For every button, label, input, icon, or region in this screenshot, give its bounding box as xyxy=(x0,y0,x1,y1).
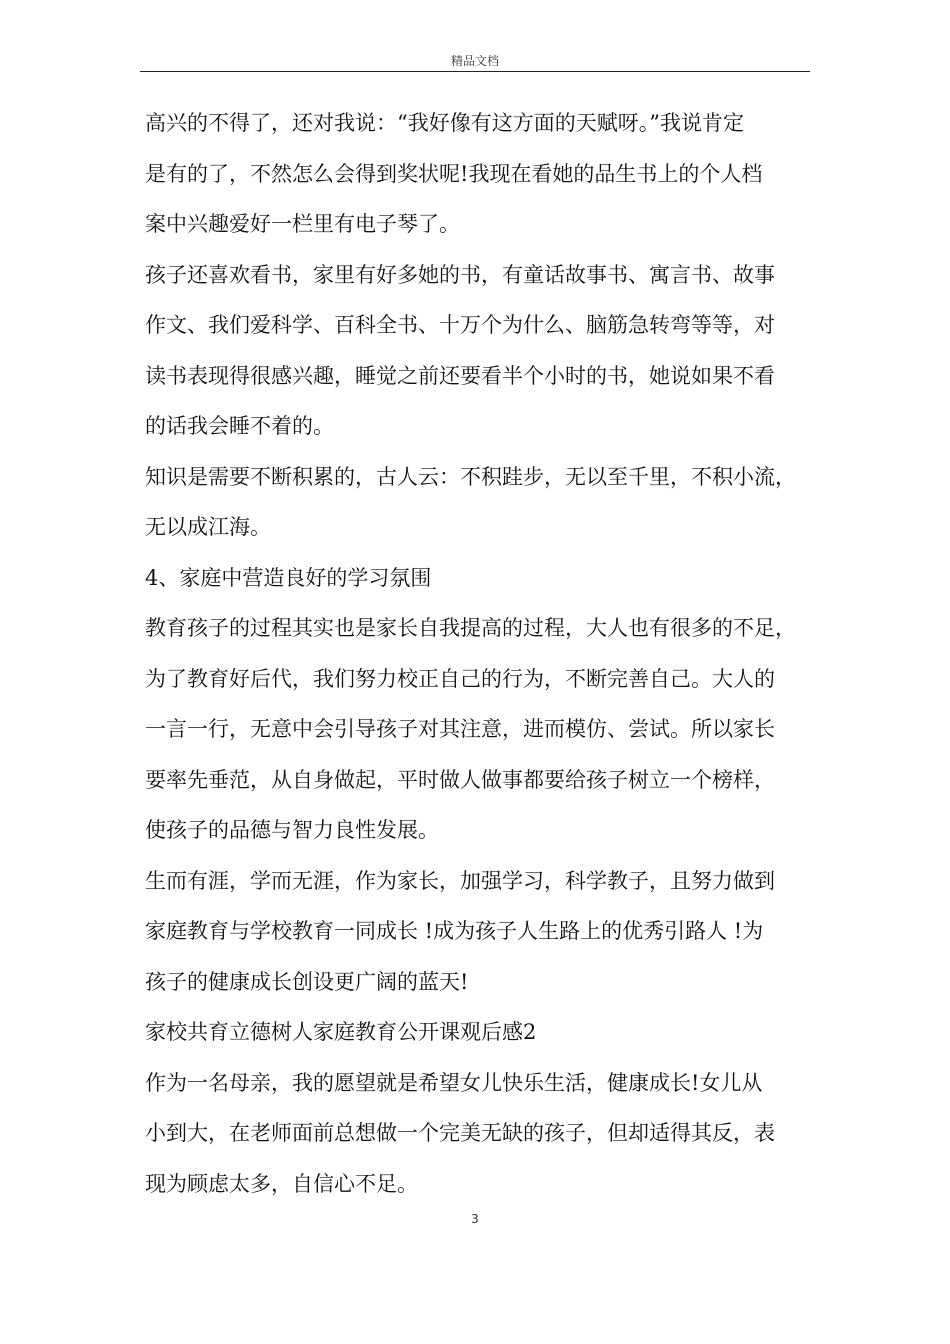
text-line: 现为顾虑太多，自信心不足。 xyxy=(145,1171,418,1196)
text-line: 无以成江海。 xyxy=(145,515,271,539)
page-header: 精品文档 xyxy=(450,54,499,68)
text-line: 是有的了，不然怎么会得到奖状呢!我现在看她的品生书上的个人档 xyxy=(145,161,763,186)
text-line: 为了教育好后代，我们努力校正自己的行为，不断完善自己。大人的 xyxy=(145,666,775,691)
text-line: 孩子还喜欢看书，家里有好多她的书，有童话故事书、寓言书、故事 xyxy=(145,262,775,287)
text-line: 作文、我们爱科学、百科全书、十万个为什么、脑筋急转弯等等，对 xyxy=(145,313,775,337)
text-line: 生而有涯，学而无涯，作为家长，加强学习，科学教子，且努力做到 xyxy=(145,868,775,893)
text-line: 高兴的不得了，还对我说：“我好像有这方面的天赋呀。”我说肯定 xyxy=(145,111,744,135)
text-line: 孩子的健康成长创设更广阔的蓝天! xyxy=(145,969,469,994)
text-line: 知识是需要不断积累的，古人云：不积跬步，无以至千里，不积小流， xyxy=(145,464,796,489)
article-title: 家校共育立德树人家庭教育公开课观后感2 xyxy=(145,1020,537,1044)
document-body xyxy=(145,98,817,1209)
text-line: 作为一名母亲，我的愿望就是希望女儿快乐生活，健康成长!女儿从 xyxy=(145,1070,763,1095)
text-line: 家庭教育与学校教育一同成长 !成为孩子人生路上的优秀引路人 !为 xyxy=(145,919,764,943)
text-line: 的话我会睡不着的。 xyxy=(145,414,334,438)
text-line: 使孩子的品德与智力良性发展。 xyxy=(145,818,439,842)
text-line: 教育孩子的过程其实也是家长自我提高的过程，大人也有很多的不足， xyxy=(145,616,796,640)
page-number: 3 xyxy=(471,1212,479,1226)
text-line: 一言一行，无意中会引导孩子对其注意，进而模仿、尝试。所以家长 xyxy=(145,717,775,741)
header-divider xyxy=(140,71,810,72)
section-heading: 4、家庭中营造良好的学习氛围 xyxy=(145,565,432,590)
text-line: 案中兴趣爱好一栏里有电子琴了。 xyxy=(145,212,460,236)
text-line: 读书表现得很感兴趣，睡觉之前还要看半个小时的书，她说如果不看 xyxy=(145,363,775,388)
text-line: 小到大，在老师面前总想做一个完美无缺的孩子，但却适得其反，表 xyxy=(145,1121,775,1145)
text-line: 要率先垂范，从自身做起，平时做人做事都要给孩子树立一个榜样， xyxy=(145,767,775,792)
